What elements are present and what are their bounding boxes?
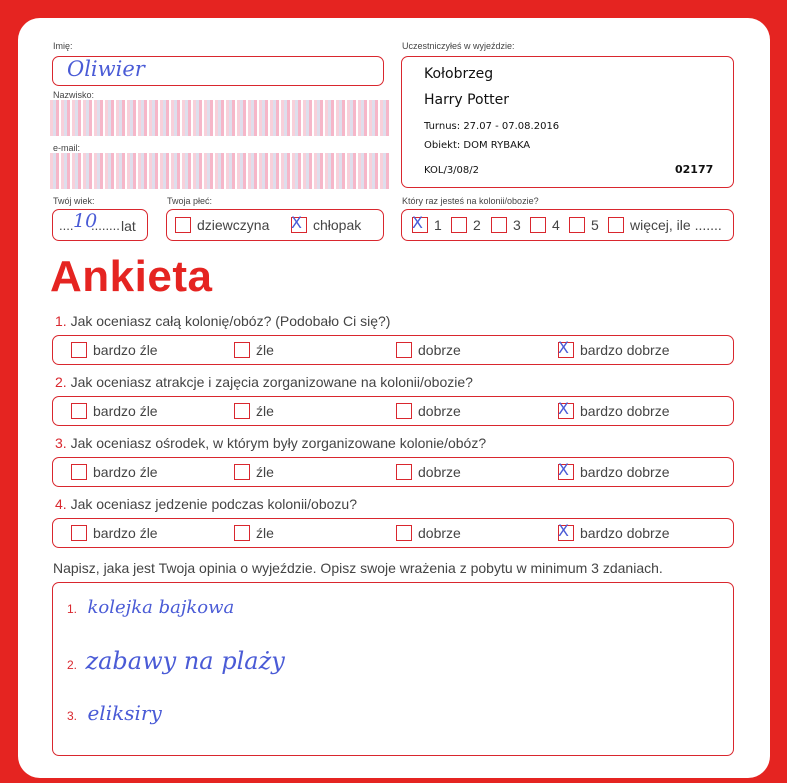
rating-checkbox[interactable]: [558, 521, 574, 541]
times-option-label: 5: [591, 217, 599, 233]
check-mark-icon: X: [291, 213, 302, 232]
rating-checkbox[interactable]: [558, 399, 574, 419]
times-option-more[interactable]: [608, 217, 722, 233]
rating-option[interactable]: [234, 403, 274, 419]
name-field[interactable]: [52, 56, 384, 86]
rating-option[interactable]: [558, 338, 670, 358]
trip-theme: Harry Potter: [424, 92, 509, 108]
rating-checkbox[interactable]: [71, 403, 87, 419]
rating-checkbox[interactable]: [234, 464, 250, 480]
times-checkbox[interactable]: [451, 217, 467, 233]
times-option-label: 1: [434, 217, 442, 233]
rating-option-label: bardzo dobrze: [580, 464, 670, 480]
rating-checkbox[interactable]: [234, 403, 250, 419]
question-text: [55, 496, 357, 512]
opinion-line-text: kolejka bajkowa: [87, 597, 235, 618]
rating-option-label: dobrze: [418, 525, 461, 541]
question-label: Jak oceniasz całą kolonię/obóz? (Podobało Ci się?): [66, 313, 391, 329]
trip-obiekt: [424, 140, 530, 151]
turnus-value: 27.07 - 07.08.2016: [463, 121, 560, 132]
rating-option-label: bardzo dobrze: [580, 525, 670, 541]
trip-city: Kołobrzeg: [424, 66, 494, 82]
rating-option-label: dobrze: [418, 403, 461, 419]
opinion-line-num: 2.: [67, 658, 78, 672]
surname-redaction: [50, 100, 390, 136]
rating-checkbox[interactable]: [396, 403, 412, 419]
times-option[interactable]: [530, 217, 560, 233]
rating-checkbox[interactable]: [71, 525, 87, 541]
rating-option[interactable]: [396, 525, 461, 541]
check-mark-icon: X: [558, 399, 569, 418]
opinion-line-num: 1.: [67, 602, 78, 616]
age-unit: lat: [121, 218, 136, 234]
times-checkbox[interactable]: [491, 217, 507, 233]
gender-field: [166, 209, 384, 241]
surname-label: Nazwisko:: [53, 90, 95, 100]
rating-option[interactable]: [71, 403, 158, 419]
age-dots-after: ........: [91, 218, 120, 233]
age-value: 10: [73, 210, 98, 232]
times-field: [401, 209, 734, 241]
rating-option-label: bardzo źle: [93, 342, 158, 358]
opinion-line-num: 3.: [67, 709, 78, 723]
question-number: 1.: [55, 313, 67, 329]
trip-box: [401, 56, 734, 188]
rating-option-label: źle: [256, 403, 274, 419]
check-mark-icon: X: [412, 213, 423, 232]
times-option-label: 2: [473, 217, 481, 233]
name-label: Imię:: [53, 41, 73, 51]
question-text: [55, 435, 486, 451]
rating-checkbox[interactable]: [396, 525, 412, 541]
opinion-prompt: Napisz, jaka jest Twoja opinia o wyjeździe. Opisz swoje wrażenia z pobytu w minimum 3 zdaniach.: [53, 560, 663, 576]
gender-checkbox[interactable]: [175, 217, 191, 233]
question-label: Jak oceniasz atrakcje i zajęcia zorganizowane na kolonii/obozie?: [66, 374, 473, 390]
question-number: 2.: [55, 374, 67, 390]
rating-option-label: bardzo dobrze: [580, 403, 670, 419]
rating-option-label: źle: [256, 464, 274, 480]
gender-option-label: chłopak: [313, 217, 362, 233]
check-mark-icon: X: [558, 460, 569, 479]
question-text: [55, 313, 390, 329]
rating-checkbox[interactable]: [396, 342, 412, 358]
rating-option-label: bardzo dobrze: [580, 342, 670, 358]
trip-number: 02177: [675, 163, 714, 176]
rating-option-label: bardzo źle: [93, 525, 158, 541]
rating-option[interactable]: [71, 342, 158, 358]
times-option[interactable]: [412, 213, 442, 233]
age-label: Twój wiek:: [53, 196, 95, 206]
rating-option-label: źle: [256, 342, 274, 358]
gender-label: Twoja płeć:: [167, 196, 213, 206]
rating-checkbox[interactable]: [558, 460, 574, 480]
check-mark-icon: X: [558, 521, 569, 540]
times-option-label: 3: [513, 217, 521, 233]
rating-option[interactable]: [71, 525, 158, 541]
opinion-line: [67, 597, 234, 618]
rating-row: [52, 518, 734, 548]
times-more-label: więcej, ile .......: [630, 217, 722, 233]
rating-option[interactable]: [396, 342, 461, 358]
rating-option[interactable]: [396, 464, 461, 480]
rating-option-label: źle: [256, 525, 274, 541]
opinion-line-text: eliksiry: [87, 701, 162, 725]
times-option-label: 4: [552, 217, 560, 233]
gender-option[interactable]: [291, 213, 362, 233]
gender-option-label: dziewczyna: [197, 217, 270, 233]
times-checkbox[interactable]: [608, 217, 624, 233]
page-title: Ankieta: [50, 252, 213, 301]
times-checkbox[interactable]: [530, 217, 546, 233]
rating-row: [52, 335, 734, 365]
rating-checkbox[interactable]: [558, 338, 574, 358]
rating-option-label: dobrze: [418, 342, 461, 358]
turnus-label: Turnus:: [424, 121, 461, 132]
obiekt-value: DOM RYBAKA: [463, 140, 531, 151]
opinion-line: [67, 701, 162, 725]
rating-option[interactable]: [558, 399, 670, 419]
check-mark-icon: X: [558, 338, 569, 357]
rating-option[interactable]: [234, 464, 274, 480]
rating-option[interactable]: [396, 403, 461, 419]
rating-checkbox[interactable]: [71, 342, 87, 358]
rating-checkbox[interactable]: [71, 464, 87, 480]
rating-option-label: bardzo źle: [93, 464, 158, 480]
name-value: Oliwier: [67, 57, 145, 81]
question-label: Jak oceniasz jedzenie podczas kolonii/obozu?: [66, 496, 357, 512]
times-label: Który raz jesteś na kolonii/obozie?: [402, 196, 539, 206]
question-label: Jak oceniasz ośrodek, w którym były zorganizowane kolonie/obóz?: [66, 435, 487, 451]
rating-option[interactable]: [234, 525, 274, 541]
rating-option-label: dobrze: [418, 464, 461, 480]
opinion-line: [67, 647, 285, 675]
rating-option[interactable]: [71, 464, 158, 480]
rating-option-label: bardzo źle: [93, 403, 158, 419]
rating-row: [52, 457, 734, 487]
times-option[interactable]: [451, 217, 481, 233]
trip-code: KOL/3/08/2: [424, 165, 480, 176]
times-checkbox[interactable]: [569, 217, 585, 233]
times-checkbox[interactable]: [412, 213, 428, 233]
rating-checkbox[interactable]: [234, 525, 250, 541]
question-number: 3.: [55, 435, 67, 451]
opinion-field[interactable]: [52, 582, 734, 756]
opinion-line-text: zabawy na plaży: [85, 647, 285, 675]
question-text: [55, 374, 473, 390]
question-number: 4.: [55, 496, 67, 512]
obiekt-label: Obiekt:: [424, 140, 461, 151]
times-option[interactable]: [569, 217, 599, 233]
rating-checkbox[interactable]: [396, 464, 412, 480]
gender-checkbox[interactable]: [291, 213, 307, 233]
email-label: e-mail:: [53, 143, 81, 153]
trip-label: Uczestniczyłeś w wyjeździe:: [402, 41, 515, 51]
rating-option[interactable]: [234, 342, 274, 358]
age-field[interactable]: [52, 209, 148, 241]
email-redaction: [50, 153, 390, 189]
age-dots-before: ....: [59, 218, 74, 233]
rating-checkbox[interactable]: [234, 342, 250, 358]
gender-option[interactable]: [175, 217, 269, 233]
times-option[interactable]: [491, 217, 521, 233]
rating-option[interactable]: [558, 521, 670, 541]
rating-row: [52, 396, 734, 426]
rating-option[interactable]: [558, 460, 670, 480]
trip-turnus: [424, 121, 559, 132]
